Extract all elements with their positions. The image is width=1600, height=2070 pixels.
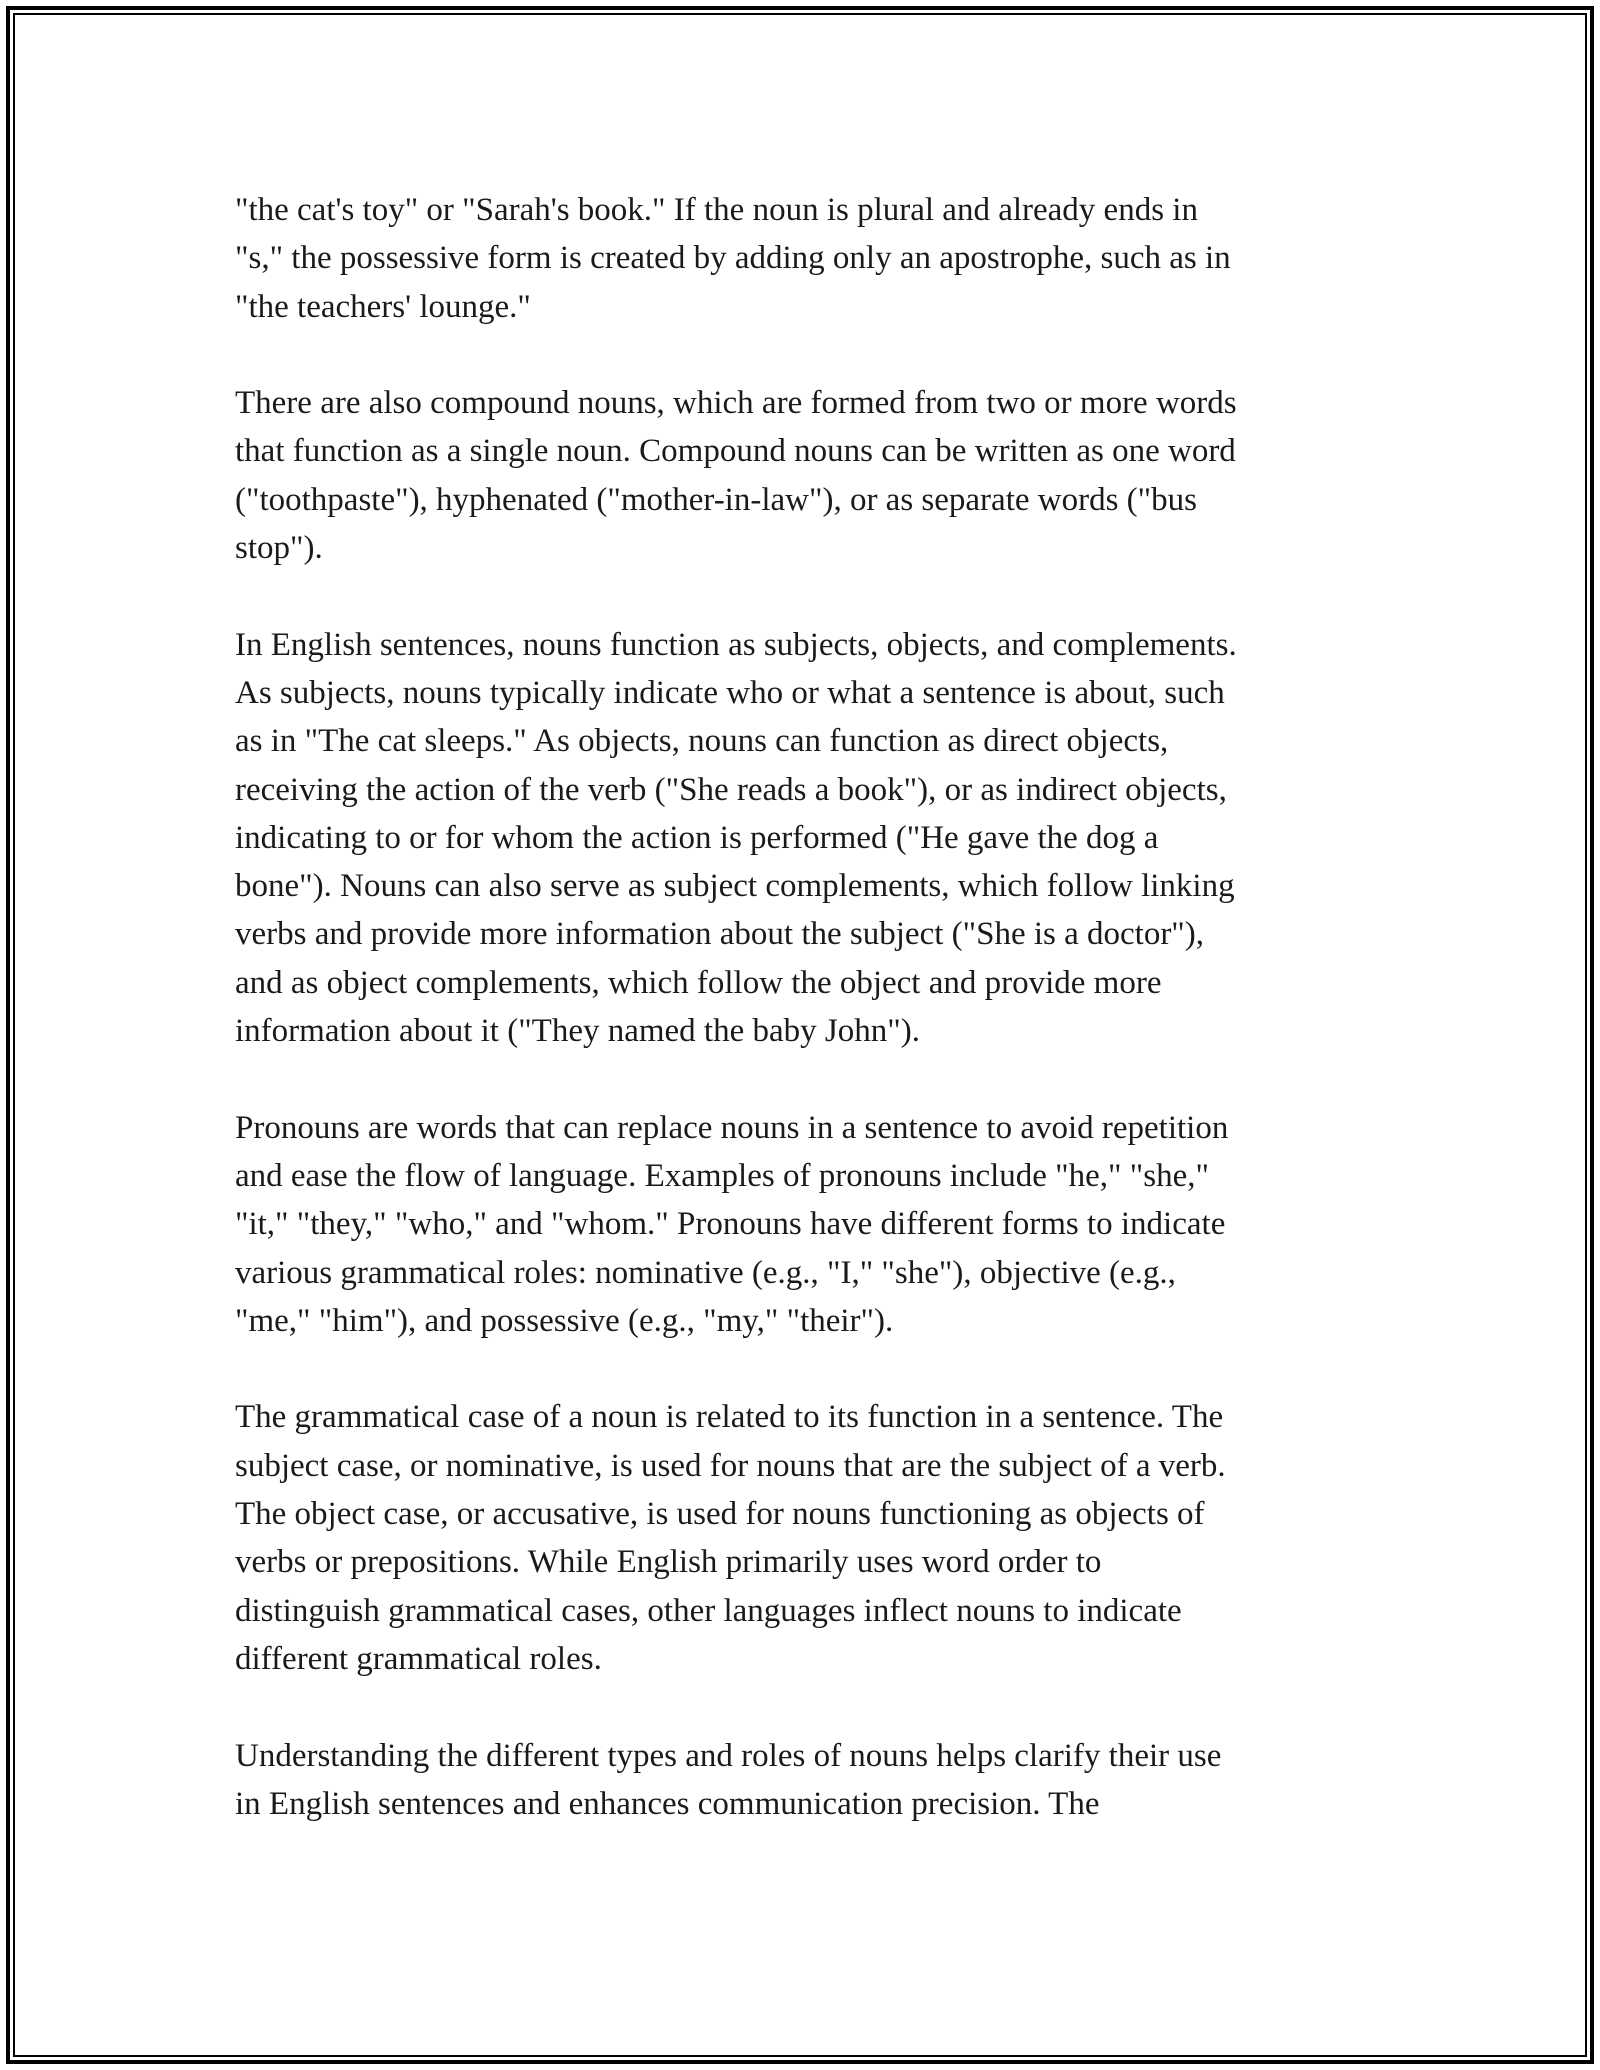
paragraph-grammatical-case: The grammatical case of a noun is related to its function in a sentence. The subject case, or nominative, is used for nouns that are the subject of a verb. The object case, or accusative, is used for nouns functioning as objects of verbs or prepositions. While English primarily uses word order to distinguish grammatical cases, other languages inflect nouns to indicate different grammatical roles. [235, 1399, 1226, 1677]
document-body [235, 186, 1355, 1876]
paragraph-pronouns: Pronouns are words that can replace nouns in a sentence to avoid repetition and ease the flow of language. Examples of pronouns include "he," "she," "it," "they," "who," and "whom." Pronouns have different forms to indicate various grammatical roles: nominative (e.g., "I," "she"), objective (e.g., "me," "him"), and possessive (e.g., "my," "their"). [235, 1109, 1229, 1339]
paragraph-possessive: "the cat's toy" or "Sarah's book." If the noun is plural and already ends in "s," the possessive form is created by adding only an apostrophe, such as in "the teachers' lounge." [235, 192, 1231, 325]
paragraph-conclusion: Understanding the different types and roles of nouns helps clarify their use in English sentences and enhances communication precision. The [235, 1737, 1222, 1822]
paragraph-noun-functions: In English sentences, nouns function as subjects, objects, and complements. As subjects, nouns typically indicate who or what a sentence is about, such as in "The cat sleeps." As objects, nouns can function as direct objects, receiving the action of the verb ("She reads a book"), or as indirect objects, indicating to or for whom the action is performed ("He gave the dog a bone"). Nouns can also serve as subject complements, which follow linking verbs and provide more information about the subject ("She is a doctor"), and as object complements, which follow the object and provide more information about it ("They named the baby John"). [235, 626, 1237, 1050]
paragraph-compound-nouns: There are also compound nouns, which are formed from two or more words that function as a single noun. Compound nouns can be written as one word ("toothpaste"), hyphenated ("mother-in-law"), or as separate words ("bus stop"). [235, 385, 1237, 567]
